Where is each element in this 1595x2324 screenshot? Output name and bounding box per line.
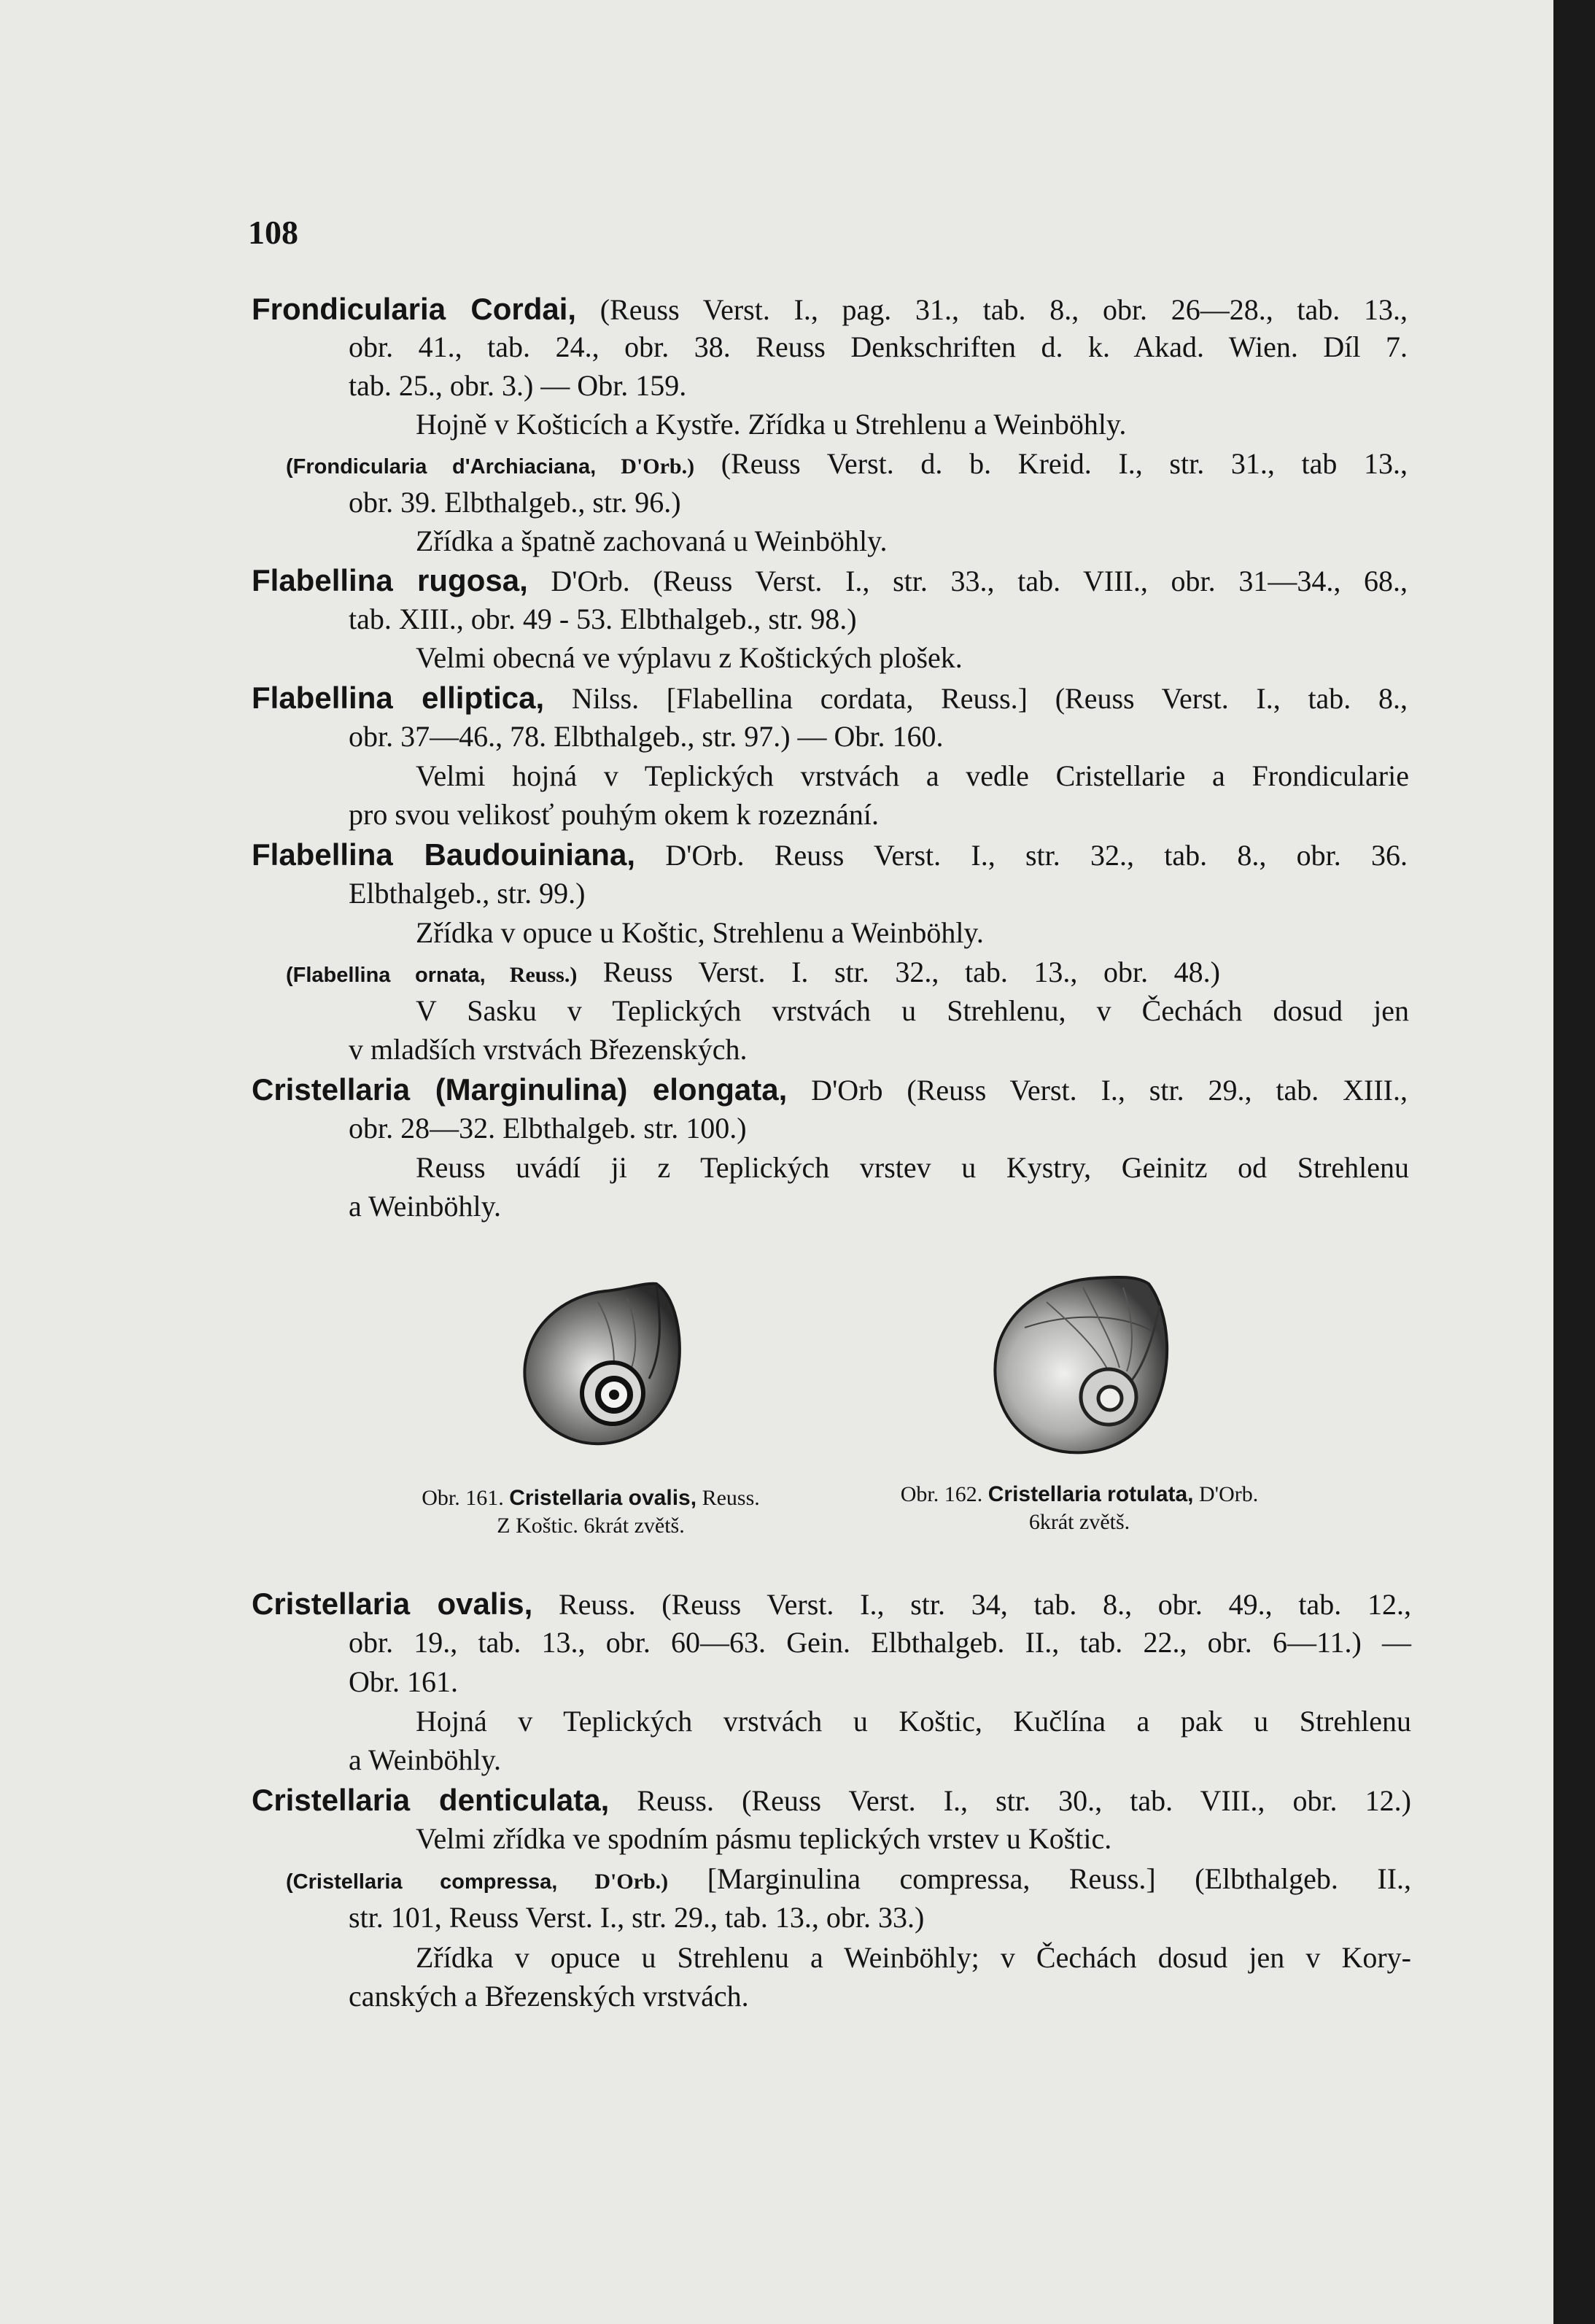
entry-line: Zřídka v opuce u Koštic, Strehlenu a Weinböhly. [416,916,984,949]
entry-line: a Weinböhly. [349,1743,501,1776]
synonym-name: (Frondicularia d'Archiaciana, [286,455,597,479]
entry-line: Hojná v Teplických vrstvách u Koštic, Kučlína a pak u Strehlenu [416,1705,1411,1738]
entry-line: obr. 28—32. Elbthalgeb. str. 100.) [349,1112,747,1144]
species-name: Flabellina elliptica, [252,681,545,715]
species-name: Flabellina Baudouiniana, [252,837,635,872]
shell-illustration-icon [981,1262,1178,1466]
species-name: Cristellaria (Marginulina) elongata, [252,1072,788,1107]
entry-line: obr. 19., tab. 13., obr. 60—63. Gein. Elbthalgeb. II., tab. 22., obr. 6—11.) — [349,1626,1411,1659]
entry-line: tab. 25., obr. 3.) — Obr. 159. [349,369,687,402]
entry-line: Cristellaria (Marginulina) elongata, D'Orb (Reuss Verst. I., str. 29., tab. XIII., [252,1072,1408,1107]
shell-illustration-icon [511,1269,693,1459]
entry-line: Velmi hojná v Teplických vrstvách a vedle Cristellarie a Frondicularie [416,759,1409,792]
scan-border [1553,0,1595,2324]
entry-line: Elbthalgeb., str. 99.) [349,877,586,910]
entry-line: Cristellaria ovalis, Reuss. (Reuss Verst. I., str. 34, tab. 8., obr. 49., tab. 12., [252,1587,1411,1621]
synonym-name: (Cristellaria compressa, [286,1870,558,1894]
entry-line: Frondicularia Cordai, (Reuss Verst. I., pag. 31., tab. 8., obr. 26—28., tab. 13., [252,292,1408,326]
entry-line: (Flabellina ornata, Reuss.) Reuss Verst. I. str. 32., tab. 13., obr. 48.) [286,956,1220,988]
figure-162-shell [981,1262,1178,1466]
entry-line: v mladších vrstvách Březenských. [349,1033,748,1066]
species-name: Frondicularia Cordai, [252,292,577,326]
entry-line: pro svou velikosť pouhým okem k rozeznání. [349,798,879,831]
entry-line: str. 101, Reuss Verst. I., str. 29., tab. 13., obr. 33.) [349,1901,925,1934]
entry-line: a Weinböhly. [349,1190,501,1223]
figure-161-shell [511,1269,693,1459]
entry-line: (Cristellaria compressa, D'Orb.) [Marginulina compressa, Reuss.] (Elbthalgeb. II., [286,1862,1412,1895]
entry-line: canských a Březenských vrstvách. [349,1980,749,2013]
entry-line: Zřídka a špatně zachovaná u Weinböhly. [416,524,888,557]
entry-line: Zřídka v opuce u Strehlenu a Weinböhly; v Čechách dosud jen v Kory- [416,1941,1411,1974]
entry-line: Flabellina elliptica, Nilss. [Flabellina cordata, Reuss.] (Reuss Verst. I., tab. 8., [252,681,1408,715]
entry-line: V Sasku v Teplických vrstvách u Strehlenu, v Čechách dosud jen [416,994,1409,1027]
entry-line: Cristellaria denticulata, Reuss. (Reuss Verst. I., str. 30., tab. VIII., obr. 12.) [252,1783,1411,1817]
entry-line: Velmi obecná ve výplavu z Koštických plošek. [416,641,963,674]
entry-line: Reuss uvádí ji z Teplických vrstev u Kystry, Geinitz od Strehlenu [416,1151,1409,1184]
figure-162-caption: Obr. 162. Cristellaria rotulata, D'Orb. 6krát zvětš. [900,1482,1259,1534]
figure-161-caption: Obr. 161. Cristellaria ovalis, Reuss. Z Koštic. 6krát zvětš. [422,1486,760,1538]
entry-line: Hojně v Košticích a Kystře. Zřídka u Strehlenu a Weinböhly. [416,408,1127,441]
page-number: 108 [248,214,298,251]
entry-line: Obr. 161. [349,1665,458,1698]
species-name: Cristellaria ovalis, [252,1587,533,1621]
species-name: Flabellina rugosa, [252,563,528,597]
entry-line: obr. 37—46., 78. Elbthalgeb., str. 97.) — Obr. 160. [349,720,944,753]
entry-line: obr. 41., tab. 24., obr. 38. Reuss Denkschriften d. k. Akad. Wien. Díl 7. [349,330,1408,363]
entry-line: Flabellina Baudouiniana, D'Orb. Reuss Verst. I., str. 32., tab. 8., obr. 36. [252,837,1408,872]
entry-line: tab. XIII., obr. 49 - 53. Elbthalgeb., str. 98.) [349,603,857,635]
entry-line: Flabellina rugosa, D'Orb. (Reuss Verst. I., str. 33., tab. VIII., obr. 31—34., 68., [252,563,1408,597]
entry-line: (Frondicularia d'Archiaciana, D'Orb.) (Reuss Verst. d. b. Kreid. I., str. 31., tab 13., [286,447,1408,480]
synonym-name: (Flabellina ornata, [286,964,486,987]
entry-line: obr. 39. Elbthalgeb., str. 96.) [349,486,681,519]
species-name: Cristellaria denticulata, [252,1783,610,1817]
entry-line: Velmi zřídka ve spodním pásmu teplických vrstev u Koštic. [416,1822,1112,1855]
